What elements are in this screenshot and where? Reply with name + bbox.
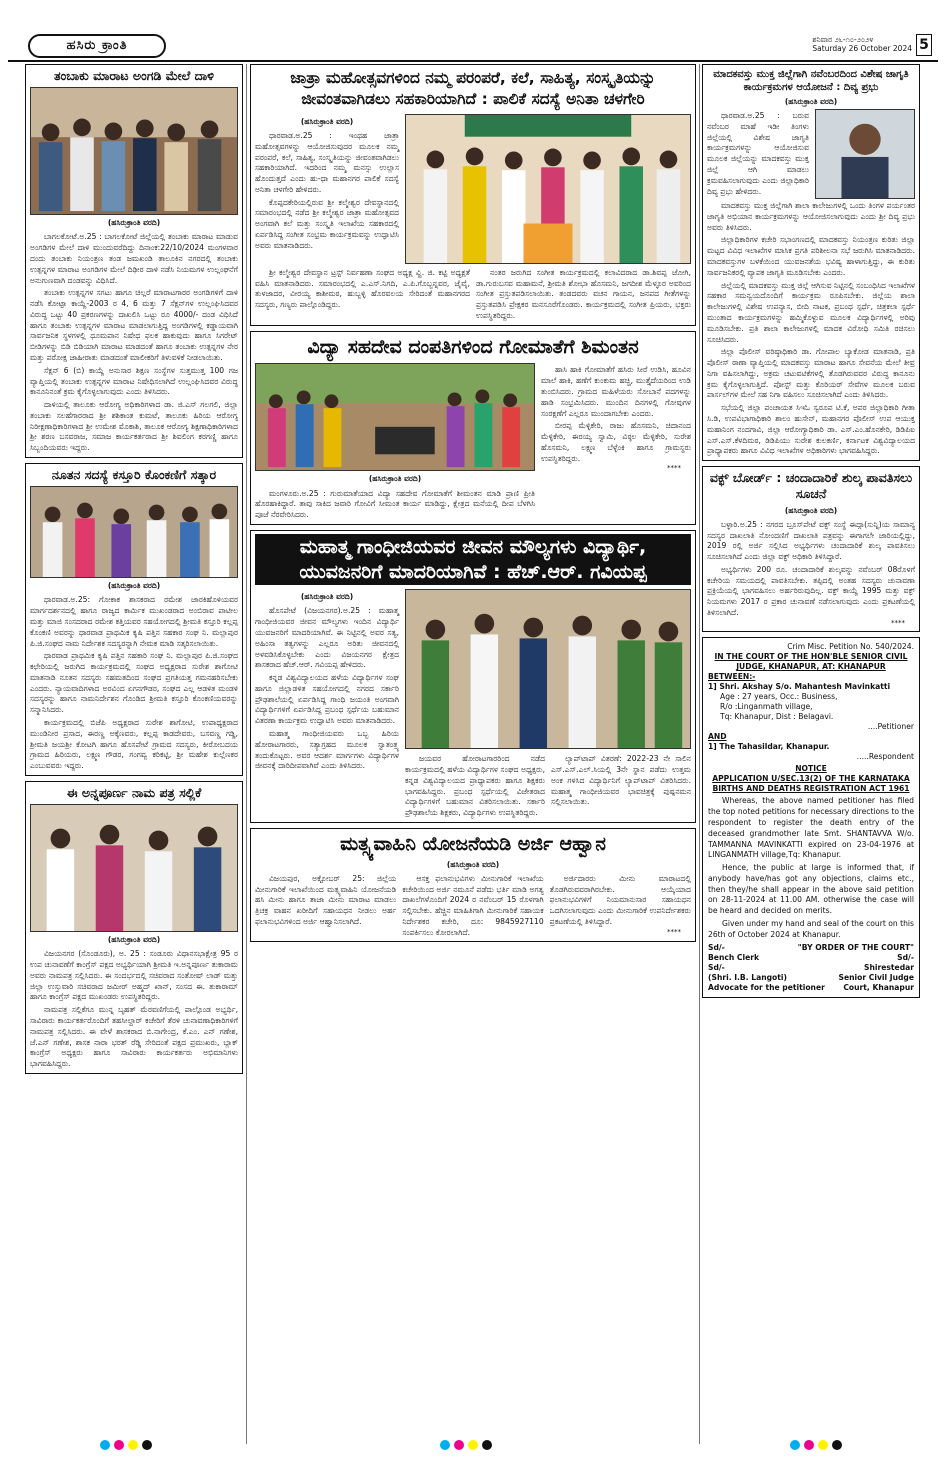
- right-column: [702, 64, 920, 998]
- respondent-name: 1] The Tahasildar, Khanapur.: [708, 742, 830, 752]
- issue-date: [812, 35, 912, 54]
- signature-mark: Sd/-: [897, 952, 914, 962]
- article-drug-free-district: [702, 64, 920, 461]
- cyan-dot: [790, 1440, 800, 1450]
- article-end-mark: ****: [891, 618, 905, 627]
- byline: (ಹಸಿರುಕ್ರಾಂತಿ ವರದಿ): [107, 581, 161, 591]
- article-paragraph: ಧಾರವಾಡ ಪ್ರಾಥಮಿಕ ಕೃಷಿ ಪತ್ತಿನ ಸಹಕಾರಿ ಸಂಘ ನಿ. ಮಲ್ಲಾಪುರ ಪಿ.ಜಿ.ಸಂಘದ ಕಛೇರಿಯಲ್ಲಿ ಜರುಗಿದ ಕಾರ್ಯಕ್ರಮದಲ್ಲಿ ಸಂಘದ ಅಧ್ಯಕ್ಷರಾದ ಸುರೇಶ ಶಾಗೋಟಿ ಮಾತನಾಡಿ ನೂತನ ಸದಸ್ಯರು ಸಹಮತದಿಂದ ಸಂಘದ ಪ್ರಗತಿಯತ್ತ ಗಮನಹರಿಸಬೇಕು ಎಂದರು. ನ್ಯಾಯವಾದಿಗಳಾದ ಅರವಿಂದ ಏಗನಗೌಡರ, ಸಂಘದ ಎಲ್ಲ ಆಡಳಿತ ಮಂಡಳಿ ಸದಸ್ಯರನ್ನು ಹಾಗೂ ನಾಮನಿರ್ದೇಶನ ಗೊಂಡಿದ ಶ್ರೀಮತಿ ಕಸ್ತೂರಿ ಕೊಂಕಣಿಯವರನ್ನು ಸನ್ಮಾನಿಸಿದರು.: [30, 651, 238, 715]
- yellow-dot: [468, 1440, 478, 1450]
- byline: (ಹಸಿರುಕ್ರಾಂತಿ ವರದಿ): [368, 474, 422, 484]
- article-paragraph: ಮಂಗಳೂರು.ಅ.25 : ಗುರುಮಾತೆಯಾದ ವಿದ್ಯಾ ಸಹದೇವ ಗೋಮಾತೆಗೆ ಶೀಮಂತನ ಮಾಡಿ ಪ್ರಾಣಿ ಪ್ರೀತಿ ಹೊರಹಾಕಿದ್ದಾರೆ. ತಾವು ಸಾಕಿದ ಜವಾರಿ ಗೋವಿಗೆ ಸೀಮಂತ ಕಾರ್ಯ ಮಾಡಿದ್ದು, ಕ್ಷೇತ್ರದ ಮನೆಯಲ್ಲಿ ದೀಪ ಬೆಳಗಿಸಿ ಪೂಜೆ ನೆರವೇರಿಸಿದರು.: [255, 488, 535, 520]
- article-kasturi-felicitation: [25, 463, 243, 776]
- headline: ಮಹಾತ್ಮ ಗಾಂಧೀಜಿಯವರ ಜೀವನ ಮೌಲ್ಯಗಳು ವಿದ್ಯಾರ್ಥಿ, ಯುವಜನರಿಗೆ ಮಾದರಿಯಾಗಿವೆ : ಹೆಚ್.ಆರ್. ಗವಿಯಪ್ಪ: [255, 534, 691, 585]
- court-title: IN THE COURT OF THE HON'BLE SENIOR CIVIL JUDGE, KHANAPUR, AT: KHANAPUR: [714, 652, 908, 672]
- headline: ಮತ್ಸ್ಯವಾಹಿನಿ ಯೋಜನೆಯಡಿ ಅರ್ಜಿ ಆಹ್ವಾನ: [340, 832, 606, 855]
- column-divider: [699, 64, 700, 1444]
- article-paragraph: ಆಸಕ್ತ ಫಲಾನುಭವಿಗಳು ಮೀನುಗಾರಿಕೆ ಇಲಾಖೆಯ ಕಚೇರಿಯಿಂದ ಅರ್ಜಿ ನಮೂನೆ ಪಡೆದು ಭರ್ತಿ ಮಾಡಿ ಅಗತ್ಯ ದಾಖಲೆಗಳೊಂದಿಗೆ 2024 ರ ನವೆಂಬರ್ 15 ರೊಳಗಾಗಿ ಸಲ್ಲಿಸಬೇಕು. ಹೆಚ್ಚಿನ ಮಾಹಿತಿಗಾಗಿ ಮೀನುಗಾರಿಕೆ ಸಹಾಯಕ ನಿರ್ದೇಶಕರ ಕಚೇರಿ, ದೂ: 9845927110 ಸಂಪರ್ಕಿಸಲು ಕೋರಲಾಗಿದೆ.: [402, 873, 544, 937]
- article-paragraph: ಮಹಾತ್ಮ ಗಾಂಧೀಜಿಯವರು ಒಬ್ಬ ಹಿರಿಯ ಹೋರಾಟಗಾರರು, ಸತ್ಯಾಗ್ರಹದ ಮೂಲಕ ಸ್ವಾತಂತ್ರ್ಯ ತಂದುಕೊಟ್ಟರು. ಅವರ ಆದರ್ಶ ಮಾರ್ಗಗಳು ವಿದ್ಯಾರ್ಥಿಗಳ ಜೀವನಕ್ಕೆ ದಾರಿದೀಪವಾಗಿವೆ ಎಂದು ತಿಳಿಸಿದರು.: [255, 729, 399, 771]
- notice-heading: NOTICE: [795, 764, 827, 774]
- court-notice: [702, 637, 920, 997]
- center-column: [250, 64, 696, 942]
- people-illustration: [31, 805, 237, 931]
- headline: ಮಾದಕವಸ್ತು ಮುಕ್ತ ಜಿಲ್ಲೆಗಾಗಿ ನವೆಂಬರದಿಂದ ವಿಶೇಷ ಜಾಗೃತಿ ಕಾರ್ಯಕ್ರಮಗಳ ಆಯೋಜನೆ : ದಿವ್ಯ ಪ್ರಭು: [713, 69, 909, 93]
- article-paragraph: ಧಾರವಾಡ.ಅ.25 : ಇಂಥಹ ಜಾತ್ರಾ ಮಹೋತ್ಸವಗಳನ್ನು ಆಯೋಜಿಸುವುದರ ಮೂಲಕ ನಮ್ಮ ಪರಂಪರೆ, ಕಲೆ, ಸಾಹಿತ್ಯ, ಸಂಸ್ಕೃತಿಯನ್ನು ಜೀವಂತವಾಗಿಡಲು ಸಹಕಾರಿಯಾಗಿದೆ. ಇದರಿಂದ ನಮ್ಮ ಮನಸ್ಸು ಉಲ್ಲಾಸ ಹೊಂದುತ್ತದೆ ಎಂದು ಹು-ಧಾ ಮಹಾನಗರ ಪಾಲಿಕೆ ಸದಸ್ಯೆ ಅನಿತಾ ಚಳಗೇರಿ ಹೇಳಿದರು.: [255, 130, 399, 194]
- court-location-label: Court, Khanapur: [843, 982, 914, 992]
- article-paragraph: ಹಾಸಿ ಹಾಕಿ ಗೋಮಾತೆಗೆ ಹಸಿರು ಸೀರೆ ಉಡಿಸಿ, ಹೂವಿನ ಮಾಲೆ ಹಾಕಿ, ಹಣೆಗೆ ಕುಂಕುಮ ಹಚ್ಚಿ, ಮುತ್ತೈದೆಯರಿಂದ ಉಡಿ ತುಂಬಿಸಿದರು. ಗ್ರಾಮದ ಮಹಿಳೆಯರು ಸೋಬಾನೆ ಪದಗಳನ್ನು ಹಾಡಿ ಸಂಭ್ರಮಿಸಿದರು. ಮುಂದಿನ ದಿನಗಳಲ್ಲಿ ಗೋವುಗಳ ಸಂರಕ್ಷಣೆಗೆ ಎಲ್ಲರೂ ಮುಂದಾಗಬೇಕು ಎಂದರು.: [541, 365, 691, 418]
- cyan-dot: [440, 1440, 450, 1450]
- article-gandhi-values: [250, 530, 696, 823]
- article-paragraph: ಅರ್ಜಿದಾರರು ಮೀನು ಮಾರಾಟದಲ್ಲಿ ತೊಡಗಿರುವವರಾಗಿರಬೇಕು. ಆಯ್ಕೆಯಾದ ಫಲಾನುಭವಿಗಳಿಗೆ ನಿಯಮಾನುಸಾರ ಸಹಾಯಧನ ಒದಗಿಸಲಾಗುವುದು ಎಂದು ಮೀನುಗಾರಿಕೆ ಉಪನಿರ್ದೇಶಕರು ಪ್ರಕಟಣೆಯಲ್ಲಿ ತಿಳಿಸಿದ್ದಾರೆ.: [549, 873, 691, 926]
- senior-judge-label: Senior Civil Judge: [838, 972, 914, 982]
- paper-name: ಹಸಿರು ಕ್ರಾಂತಿ: [28, 34, 166, 58]
- article-annapurna-nomination: [25, 781, 243, 1074]
- black-dot: [142, 1440, 152, 1450]
- petition-number: Crim Misc. Petition No. 540/2024.: [787, 642, 914, 652]
- petitioner-age: Age : 27 years, Occ.: Business,: [720, 692, 838, 702]
- article-paragraph: ಜಯವರ ಹೋರಾಟಗಾರರಿಂದ ನಡೆದ ಕಾರ್ಯಕ್ರಮದಲ್ಲಿ ಹಳೆಯ ವಿದ್ಯಾರ್ಥಿಗಳ ಸಂಘದ ಅಧ್ಯಕ್ಷರು, ಕನ್ನಡ ವಿಶ್ವವಿದ್ಯಾಲಯದ ಪ್ರಾಧ್ಯಾಪಕರು ಹಾಗೂ ಶಿಕ್ಷಕರು ಭಾಗವಹಿಸಿದ್ದರು. ಪ್ರಬಂಧ ಸ್ಪರ್ಧೆಯಲ್ಲಿ ವಿಜೇತರಾದ ವಿದ್ಯಾರ್ಥಿಗಳಿಗೆ ಬಹುಮಾನ ವಿತರಿಸಲಾಯಿತು. ಸರ್ಕಾರಿ ಪ್ರೌಢಶಾಲೆಯ ಶಿಕ್ಷಕರು, ವಿದ್ಯಾರ್ಥಿಗಳು ಉಪಸ್ಥಿತರಿದ್ದರು.: [405, 754, 545, 818]
- article-paragraph: ನಾಮಪತ್ರ ಸಲ್ಲಿಕೆಗೂ ಮುನ್ನ ಬೃಹತ್ ಮೆರವಣಿಗೆಯಲ್ಲಿ ಪಾಲ್ಗೊಂಡ ಅಭ್ಯರ್ಥಿ, ಸಾವಿರಾರು ಕಾರ್ಯಕರ್ತರೊಂದಿಗೆ ತಹಸೀಲ್ದಾರ್ ಕಚೇರಿಗೆ ತೆರಳಿ ಚುನಾವಣಾಧಿಕಾರಿಗಳಿಗೆ ನಾಮಪತ್ರ ಸಲ್ಲಿಸಿದರು. ಈ ವೇಳೆ ಶಾಸಕರಾದ ಬಿ.ನಾಗೇಂದ್ರ, ಕೆ.ಎಂ. ಎನ್ ಗಣೇಶ, ಜೆ.ಎನ್ ಗಣೇಶ, ಶಾಸಕ ನಾರಾ ಭರತ್ ರೆಡ್ಡಿ ಸೇರಿದಂತೆ ಪಕ್ಷದ ಪ್ರಮುಖರು, ಬ್ಲಾಕ್ ಕಾಂಗ್ರೆಸ್ ಅಧ್ಯಕ್ಷರು ಹಾಗೂ ಸಾವಿರಾರು ಕಾರ್ಯಕರ್ತರು ಅಭಿಮಾನಿಗಳು ಭಾಗವಹಿಸಿದ್ದರು.: [30, 1005, 238, 1069]
- photo-nomination: [30, 804, 238, 932]
- article-paragraph: ಜಿಲ್ಲೆಯಲ್ಲಿ ಮಾದಕವಸ್ತು ಮುಕ್ತ ಜಿಲ್ಲೆ ಆಗಿಸುವ ನಿಟ್ಟಿನಲ್ಲಿ ಸಂಬಂಧಿಸಿದ ಇಲಾಖೆಗಳ ಸಹಕಾರ ಸಮನ್ವಯದೊಂದಿಗೆ ಕಾರ್ಯಕ್ರಮ ರೂಪಿಸಬೇಕು. ಜಿಲ್ಲೆಯ ಶಾಲಾ ಕಾಲೇಜುಗಳಲ್ಲಿ ವಿಶೇಷ ಉಪನ್ಯಾಸ, ಬೀದಿ ನಾಟಕ, ಪ್ರಬಂಧ ಸ್ಪರ್ಧೆ, ಚಿತ್ರಕಲಾ ಸ್ಪರ್ಧೆ ಮುಂತಾದ ಕಾರ್ಯಕ್ರಮಗಳನ್ನು ಹಮ್ಮಿಕೊಳ್ಳುವ ಮೂಲಕ ವಿದ್ಯಾರ್ಥಿಗಳಲ್ಲಿ ಅರಿವು ಮೂಡಿಸಬೇಕು. ಪ್ರತಿ ಶಾಲಾ ಕಾಲೇಜುಗಳಲ್ಲಿ ಮಾದಕ ವಿರೋಧಿ ಸಮಿತಿ ರಚಿಸಲು ಸೂಚಿಸಿದರು.: [707, 280, 915, 344]
- article-paragraph: ಬಳ್ಳಾರಿ.ಅ.25 : ನಗರದ ಬ್ರೂಸ್‌ಪೇಟೆ ವಕ್ಫ್ ಸಂಸ್ಥೆ ಈದ್ಗಾ(ಸುನ್ನಿ)ಯ ಸಾಮಾನ್ಯ ಸದಸ್ಯರ ದಾಖಲಾತಿ ನೋಂದಣಿಗೆ ದಾಖಲಾತಿ ಪತ್ರವನ್ನು ಈಗಾಗಲೇ ಜಾರಿಯಲ್ಲಿದ್ದು, 2019 ರಲ್ಲಿ ಅರ್ಜಿ ಸಲ್ಲಿಸಿದ ಅಭ್ಯರ್ಥಿಗಳು ಚಂದಾದಾರಿಕೆ ಶುಲ್ಕ ಪಾವತಿಸಲು ಸೂಚಿಸಲಾಗಿದೆ ಎಂದು ಜಿಲ್ಲಾ ವಕ್ಫ್ ಅಧಿಕಾರಿ ತಿಳಿಸಿದ್ದಾರೆ.: [707, 519, 915, 562]
- column-divider: [246, 64, 247, 1444]
- application-title: APPLICATION U/SEC.13(2) OF THE KARNATAKA BIRTHS AND DEATHS REGISTRATION ACT 1961: [712, 774, 910, 794]
- headline: ವಿದ್ಯಾ ಸಹದೇವ ದಂಪತಿಗಳಿಂದ ಗೋಮಾತೆಗೆ ಶಿಮಂತನ: [307, 335, 639, 358]
- stage-illustration: [406, 115, 690, 263]
- portrait-illustration: [816, 110, 914, 198]
- ceremony-illustration: [256, 364, 534, 470]
- yellow-dot: [818, 1440, 828, 1450]
- article-tobacco-raid: [25, 64, 243, 458]
- masthead: [8, 32, 938, 62]
- article-matsyavahini: [250, 828, 696, 943]
- article-cow-ceremony: [250, 331, 696, 525]
- article-paragraph: ಲ್ಯಾಪ್‌ಟಾಪ್ ವಿತರಣೆ: 2022-23 ನೇ ಸಾಲಿನ ಎಸ್.ಎಸ್.ಎಲ್.ಸಿಯಲ್ಲಿ 3ನೇ ಸ್ಥಾನ ಪಡೆದು ಉತ್ತಮ ಅಂಕ ಗಳಿಸಿದ ವಿದ್ಯಾರ್ಥಿನಿಗೆ ಲ್ಯಾಪ್‌ಟಾಪ್ ವಿತರಿಸಿದರು. ಮಹಾತ್ಮ ಗಾಂಧೀಜಿಯವರ ಭಾವಚಿತ್ರಕ್ಕೆ ಪುಷ್ಪನಮನ ಸಲ್ಲಿಸಲಾಯಿತು.: [551, 754, 691, 807]
- article-paragraph: ಧಾರವಾಡ.ಅ.25 : ಬರುವ ನವೆಂಬರ ಮಾಹೆ ಇಡೀ ತಿಂಗಳು ಜಿಲ್ಲೆಯಲ್ಲಿ ವಿಶೇಷ ಜಾಗೃತಿ ಕಾರ್ಯಕ್ರಮಗಳನ್ನು ಆಯೋಜಿಸುವ ಮೂಲಕ ಜಿಲ್ಲೆಯನ್ನು ಮಾದಕವಸ್ತು ಮುಕ್ತ ಜಿಲ್ಲೆ ಆಗಿ ಮಾಡಲು ಕ್ರಮವಹಿಸಲಾಗುವುದು ಎಂದು ಜಿಲ್ಲಾಧಿಕಾರಿ ದಿವ್ಯ ಪ್ರಭು ಹೇಳಿದರು.: [707, 111, 809, 196]
- article-paragraph: ಮಾದಕವಸ್ತು ಮುಕ್ತ ಜಿಲ್ಲೆಗಾಗಿ ಶಾಲಾ ಕಾಲೇಜುಗಳಲ್ಲಿ ಒಂದು ತಿಂಗಳ ಪರ್ಯಂತರ ಜಾಗೃತಿ ಅಭಿಯಾನ ಕಾರ್ಯಕ್ರಮಗಳನ್ನು ಆಯೋಜಿಸಲಾಗುವುದು ಎಂದು ಶ್ರೀ ದಿವ್ಯ ಪ್ರಭು ಅವರು ತಿಳಿಸಿದರು.: [707, 201, 915, 232]
- photo-felicitation: [30, 486, 238, 578]
- article-paragraph: ತಂಬಾಕು ಉತ್ಪನ್ನಗಳ ಸಗಟು ಹಾಗೂ ಚಿಲ್ಲರೆ ಮಾರಾಟಗಾರರ ಅಂಗಡಿಗಳಿಗೆ ದಾಳಿ ನಡೆಸಿ ಕೋಟ್ಪಾ ಕಾಯ್ದೆ-2003 ರ 4, 6 ಮತ್ತು 7 ಸೆಕ್ಷನ್‌ಗಳ ಉಲ್ಲಂಘಿಸಿದವರ ವಿರುದ್ಧ ಒಟ್ಟು 40 ಪ್ರಕರಣಗಳನ್ನು ದಾಖಲಿಸಿ ಒಟ್ಟು ರೂ 4000/- ದಂಡ ವಿಧಿಸಿದೆ ಹಾಗೂ ತಂಬಾಕು ಉತ್ಪನ್ನಗಳ ಮಾರಾಟ ಮಾಡಲಾಗುತ್ತಿದ್ದ ಅಂಗಡಿಗಳಲ್ಲಿ ಕಡ್ಡಾಯವಾಗಿ ಸಾರ್ವಜನಿಕ ಸ್ಥಳಗಳಲ್ಲಿ ಧೂಮಪಾನ ನಿಷೇಧ ಫಲಕ ಹಾಕುವುದು ಹಾಗೂ ಸಿಗರೇಟ್ ಬೀಡಿಗಳನ್ನು ಬಿಡಿ ಬಿಡಿಯಾಗಿ ಮಾರಾಟ ಮಾಡದಂತೆ ಹಾಗೂ ತಂಬಾಕು ಉತ್ಪನ್ನಗಳ ನೇರ ಮತ್ತು ಪರೋಕ್ಷ ಜಾಹೀರಾತು ಮಾಡದಂತೆ ಮಾಲೀಕರಿಗೆ ತಿಳುವಳಿಕೆ ನೀಡಲಾಯಿತು.: [30, 288, 238, 362]
- photo-cow-ceremony: [255, 363, 535, 471]
- photo-jatra-stage: [405, 114, 691, 264]
- shirestedar-label: Shirestedar: [864, 962, 914, 972]
- article-paragraph: ಹೊಸಪೇಟೆ (ವಿಜಯನಗರ).ಅ.25 : ಮಹಾತ್ಮ ಗಾಂಧೀಜಿಯವರ ಜೀವನ ಮೌಲ್ಯಗಳು ಇಂದಿನ ವಿದ್ಯಾರ್ಥಿ ಯುವಜನರಿಗೆ ಮಾದರಿಯಾಗಿವೆ. ಈ ನಿಟ್ಟಿನಲ್ಲಿ ಅವರ ಸತ್ಯ, ಅಹಿಂಸಾ ತತ್ವಗಳನ್ನು ಎಲ್ಲರೂ ಅರಿತು ಜೀವನದಲ್ಲಿ ಅಳವಡಿಸಿಕೊಳ್ಳಬೇಕು ಎಂದು ವಿಜಯನಗರ ಕ್ಷೇತ್ರದ ಶಾಸಕರಾದ ಹೆಚ್.ಆರ್. ಗವಿಯಪ್ಪ ಹೇಳಿದರು.: [255, 606, 399, 670]
- article-paragraph: ಅಭ್ಯರ್ಥಿಗಳು 200 ರೂ. ಚಂದಾದಾರಿಕೆ ಶುಲ್ಕವನ್ನು ನವೆಂಬರ್ 08ರೊಳಗೆ ಕಚೇರಿಯ ಸಮಯದಲ್ಲಿ ಪಾವತಿಸಬೇಕು. ತಪ್ಪಿದಲ್ಲಿ ಅಂತಹ ಸದಸ್ಯರು ಚುನಾವಣಾ ಪ್ರಕ್ರಿಯೆಯಲ್ಲಿ ಭಾಗವಹಿಸಲು ಅರ್ಹರಿರುವುದಿಲ್ಲ. ವಕ್ಫ್ ಕಾಯ್ದೆ 1995 ಮತ್ತು ವಕ್ಫ್ ನಿಯಮಗಳು 2017 ರ ಪ್ರಕಾರ ಚುನಾವಣೆ ನಡೆಸಲಾಗುವುದು ಎಂದು ಪ್ರಕಟಣೆಯಲ್ಲಿ ತಿಳಿಸಲಾಗಿದೆ.: [707, 564, 915, 617]
- registration-marks: [790, 1440, 842, 1450]
- petitioner-residence: R/o :Linganmath village,: [720, 702, 813, 712]
- notice-body: Hence, the public at large is informed that, if anybody have/has got any objections, claims etc., then they/he shall appear in the above said petition on 28-11-2024 at 11.00 AM. otherwise the case will be heard and decided on merits.: [708, 863, 914, 916]
- article-paragraph: ಜಿಲ್ಲಾ ಪೊಲೀಸ್ ವರಿಷ್ಠಾಧಿಕಾರಿ ಡಾ. ಗೋಪಾಲ ಬ್ಯಾಕೋಡ ಮಾತನಾಡಿ, ಪ್ರತಿ ಪೊಲೀಸ್ ಠಾಣಾ ವ್ಯಾಪ್ತಿಯಲ್ಲಿ ಮಾದಕವಸ್ತು ಮಾರಾಟ ಹಾಗೂ ಸೇವನೆಯ ಮೇಲೆ ತೀವ್ರ ನಿಗಾ ವಹಿಸಲಾಗಿದ್ದು, ಅಕ್ರಮ ಚಟುವಟಿಕೆಗಳಲ್ಲಿ ತೊಡಗಿರುವವರ ವಿರುದ್ಧ ಕಾನೂನು ಕ್ರಮ ಕೈಗೊಳ್ಳಲಾಗುತ್ತಿದೆ. ಪೋಸ್ಟ್ ಮತ್ತು ಕೊರಿಯರ್ ಸೇವೆಗಳ ಮೂಲಕ ಬರುವ ಪಾರ್ಸಲ್‌ಗಳ ಮೇಲೆ ಸಹ ನಿಗಾ ವಹಿಸಲು ಸೂಚಿಸಲಾಗಿದೆ ಎಂದು ತಿಳಿಸಿದರು.: [707, 347, 915, 400]
- black-dot: [482, 1440, 492, 1450]
- byline: (ಹಸಿರುಕ್ರಾಂತಿ ವರದಿ): [107, 218, 161, 228]
- article-jatra-festival: [250, 64, 696, 326]
- between-label: BETWEEN:-: [708, 672, 756, 682]
- headline: ನೂತನ ಸದಸ್ಯೆ ಕಸ್ತೂರಿ ಕೊಂಕಣಿಗೆ ಸತ್ಕಾರ: [51, 467, 217, 482]
- signature-mark: Sd/-: [708, 962, 725, 972]
- black-dot: [832, 1440, 842, 1450]
- and-label: AND: [708, 732, 727, 742]
- article-end-mark: ****: [667, 464, 681, 473]
- issue-date-kannada: ಶನಿವಾರ ೨೬-೧೦-೨೦೨೪: [812, 35, 874, 44]
- signature-mark: Sd/-: [708, 942, 725, 952]
- byline: (ಹಸಿರುಕ್ರಾಂತಿ ವರದಿ): [784, 97, 838, 106]
- photo-officials-group: [30, 87, 238, 215]
- article-paragraph: ಸಭೆಯಲ್ಲಿ ಜಿಲ್ಲಾ ಪಂಚಾಯತ ಸಿಇಓ ಸ್ವರೂಪ ಟಿ.ಕೆ, ಅಪರ ಜಿಲ್ಲಾಧಿಕಾರಿ ಗೀತಾ ಸಿ.ಡಿ, ಉಪವಿಭಾಗಾಧಿಕಾರಿ ಶಾಲಂ ಹುಸೇನ್, ಮಹಾನಗರ ಪೊಲೀಸ್ ಉಪ ಆಯುಕ್ತ ಮಹಾನಿಂಗ ನಂದಗಾವಿ, ಜಿಲ್ಲಾ ಆರೋಗ್ಯಾಧಿಕಾರಿ ಡಾ. ಎಸ್.ಎಂ.ಹೊನಕೇರಿ, ಡಿಡಿಪಿಐ ಎಸ್.ಎಸ್.ಕೆಳದಿಮಠ, ಡಿಡಿಪಿಯು ಸುರೇಶ ಕುಲಕರ್ಣಿ, ಕರ್ನಾಟಕ ವಿಶ್ವವಿದ್ಯಾಲಯದ ಪ್ರಾಧ್ಯಾಪಕರು ಹಾಗೂ ವಿವಿಧ ಇಲಾಖೆಗಳ ಅಧಿಕಾರಿಗಳು ಭಾಗವಹಿಸಿದ್ದರು.: [707, 403, 915, 456]
- masthead-rule: [8, 60, 938, 62]
- cyan-dot: [100, 1440, 110, 1450]
- headline: ವಕ್ಫ್ ಬೋರ್ಡ್ : ಚಂದಾದಾರಿಕೆ ಶುಲ್ಕ ಪಾವತಿಸಲು ಸೂಚನೆ: [709, 470, 913, 502]
- magenta-dot: [454, 1440, 464, 1450]
- headline: ಈ ಅನ್ನಪೂರ್ಣ ನಾಮ ಪತ್ರ ಸಲ್ಲಿಕೆ: [66, 784, 202, 800]
- photo-deputy-commissioner: [815, 109, 915, 199]
- byline: (ಹಸಿರುಕ್ರಾಂತಿ ವರದಿ): [300, 592, 354, 602]
- article-paragraph: ವಿಜಯನಗರ (ಸೊಂಡೂರು), ಅ. 25 : ಸಂಡೂರು ವಿಧಾನಸಭಾಕ್ಷೇತ್ರ 95 ರ ಉಪ ಚುನಾವಣೆಗೆ ಕಾಂಗ್ರೆಸ್ ಪಕ್ಷದ ಅಭ್ಯರ್ಥಿಯಾಗಿ ಶ್ರೀಮತಿ ಇ.ಅನ್ನಪೂರ್ಣ ತುಕಾರಾಮ ಅವರು ನಾಮಪತ್ರ ಸಲ್ಲಿಸಿದರು. ಈ ಸಂದರ್ಭದಲ್ಲಿ ಸಚಿವರಾದ ಸಂತೋಷ್ ಲಾಡ್ ಮತ್ತು ಜಿಲ್ಲಾ ಉಸ್ತುವಾರಿ ಸಚಿವರಾದ ಜಮೀರ್ ಅಹ್ಮದ್ ಖಾನ್, ಸಂಸದ ಈ. ತುಕಾರಾಮ್ ಹಾಗೂ ಕಾಂಗ್ರೆಸ್ ಪಕ್ಷದ ಮುಖಂಡರು ಉಪಸ್ಥಿತರಿದ್ದರು.: [30, 949, 238, 1002]
- article-paragraph: ಕನ್ನಡ ವಿಶ್ವವಿದ್ಯಾಲಯದ ಹಳೆಯ ವಿದ್ಯಾರ್ಥಿಗಳ ಸಂಘ ಹಾಗೂ ಜಿಲ್ಲಾಡಳಿತ ಸಹಯೋಗದಲ್ಲಿ ನಗರದ ಸರ್ಕಾರಿ ಪ್ರೌಢಶಾಲೆಯಲ್ಲಿ ಏರ್ಪಡಿಸಿದ್ದ ಗಾಂಧಿ ಜಯಂತಿ ಅಂಗವಾಗಿ ವಿದ್ಯಾರ್ಥಿಗಳಿಗೆ ಏರ್ಪಡಿಸಿದ್ದ ಪ್ರಬಂಧ ಸ್ಪರ್ಧೆಯ ಬಹುಮಾನ ವಿತರಣಾ ಕಾರ್ಯಕ್ರಮ ಉದ್ಘಾಟಿಸಿ ಅವರು ಮಾತನಾಡಿದರು.: [255, 673, 399, 726]
- headline: ತಂಬಾಕು ಮಾರಾಟ ಅಂಗಡಿ ಮೇಲೆ ದಾಳಿ: [54, 68, 214, 83]
- people-illustration: [31, 88, 237, 214]
- magenta-dot: [114, 1440, 124, 1450]
- respondent-label: .....Respondent: [856, 752, 914, 762]
- article-paragraph: ಜಿಲ್ಲಾಧಿಕಾರಿಗಳ ಕಚೇರಿ ಸಭಾಂಗಣದಲ್ಲಿ ಮಾದಕವಸ್ತು ನಿಯಂತ್ರಣ ಕುರಿತು ಜಿಲ್ಲಾ ಮಟ್ಟದ ವಿವಿಧ ಇಲಾಖೆಗಳ ಮಾಸಿಕ ಪ್ರಗತಿ ಪರಿಶೀಲನಾ ಸಭೆ ಜರುಗಿಸಿ ಮಾತನಾಡಿದರು. ಮಾದಕವಸ್ತುಗಳ ಬಳಕೆಯಿಂದ ಯುವಜನತೆಯ ಭವಿಷ್ಯ ಹಾಳಾಗುತ್ತಿದ್ದು, ಈ ಕುರಿತು ಸಾರ್ವಜನಿಕರಲ್ಲಿ ವ್ಯಾಪಕ ಜಾಗೃತಿ ಮೂಡಿಸಬೇಕು ಎಂದರು.: [707, 235, 915, 277]
- article-end-mark: ****: [666, 927, 681, 936]
- byline: (ಹಸಿರುಕ್ರಾಂತಿ ವರದಿ): [784, 505, 838, 515]
- byline: (ಹಸಿರುಕ್ರಾಂತಿ ವರದಿ): [107, 935, 161, 945]
- article-paragraph: ಬಾಗಲಕೋಟೆ.ಅ.25 : ಬಾಗಲಕೋಟೆ ಜಿಲ್ಲೆಯಲ್ಲಿ ತಂಬಾಕು ಮಾರಾಟ ಮಾಡುವ ಅಂಗಡಿಗಳ ಮೇಲೆ ದಾಳಿ ಮುಂದುವರೆದಿದ್ದು ದಿನಾಂಕ:22/10/2024 ಮಂಗಳವಾರ ದಂದು ತಂಬಾಕು ನಿಯಂತ್ರಣ ತಂಡ ಜಮಖಂಡಿ ತಾಲೂಕಿನ ನಗರದಲ್ಲಿ ತಂಬಾಕು ಉತ್ಪನ್ನಗಳ ಮಾರಾಟ ಅಂಗಡಿಗಳ ಮೇಲೆ ದಿಢೀರ ದಾಳಿ ನಡೆಸಿ ನಿಯಮಗಳ ಉಲ್ಲಂಘನೆಗೆ ಅನುಗುಣವಾಗಿ ದಂಡವನ್ನು ವಿಧಿಸಿದೆ.: [30, 232, 238, 285]
- petitioner-name: 1] Shri. Akshay S/o. Mahantesh Mavinkatti: [708, 682, 891, 692]
- article-paragraph: ದಾಳಿಯಲ್ಲಿ ತಾಲೂಕು ಆರೋಗ್ಯ ಅಧಿಕಾರಿಗಳಾದ ಡಾ. ಜಿ.ಎಸ್ ಗಲಗಲಿ, ಜಿಲ್ಲಾ ತಂಬಾಕು ಸಲಹೆಗಾರರಾದ ಶ್ರೀ ಶಶಿಕಾಂತ ಕುಮಟೆ, ತಾಲೂಕು ಹಿರಿಯ ಆರೋಗ್ಯ ನಿರೀಕ್ಷಣಾಧಿಕಾರಿಗಳಾದ ಶ್ರೀ ಉಮೇಶ ಮೊಕಾಶಿ, ತಾಲೂಕ ಆರೋಗ್ಯ ಶಿಕ್ಷಣಾಧಿಕಾರಿಗಳಾದ ಶ್ರೀ ಶರಣ ಬಸವರಾಜ, ಸಮಾಜ ಕಾರ್ಯಕರ್ತರಾದ ಶ್ರೀ ಶಿವಲಿಂಗ ಕರಗಣ್ಣಿ ಹಾಗೂ ಸಿಬ್ಬಂದಿಯವರು ಇದ್ದರು.: [30, 400, 238, 453]
- article-paragraph: ಸೆಕ್ಷನ್ 6 (ಬಿ) ಕಾಯ್ದೆ ಅನುಸಾರ ಶಿಕ್ಷಣ ಸಂಸ್ಥೆಗಳ ಸುತ್ತಮುತ್ತ 100 ಗಜ ವ್ಯಾಪ್ತಿಯಲ್ಲಿ ತಂಬಾಕು ಉತ್ಪನ್ನಗಳ ಮಾರಾಟ ನಿಷೇಧಿಸಲಾಗಿದೆ ಉಲ್ಲಂಘಿಸಿದವರ ವಿರುದ್ಧ ಕಾನೂನಿನಂತೆ ಕ್ರಮ ಕೈಗೊಳ್ಳಲಾಗುವುದು ಎಂದು ತಿಳಿಸಿದರು.: [30, 365, 238, 397]
- students-illustration: [406, 590, 690, 748]
- article-paragraph: ಕಾರ್ಯಕ್ರಮದಲ್ಲಿ ಬಿಜೆಪಿ ಅಧ್ಯಕ್ಷರಾದ ಸುರೇಶ ಶಾಗೋಟಿ, ಉಪಾಧ್ಯಕ್ಷರಾದ ಮುಂಡಿನೀರ ಪ್ರಸಾದ, ಈರಣ್ಣ ಅಕ್ಕೆಣವರು, ಕಲ್ಲಪ್ಪ ಕಾಡದೇವರು, ಬಸವಣ್ಣ ಗಡ್ಡಿ, ಶ್ರೀಮತಿ ಜಯಶ್ರೀ ಕೋಟಗಿ ಹಾಗೂ ಹೊಸಪೇಟೆ ಗ್ರಾಮದ ಸದಸ್ಯರು, ಕೀರೋಬದಯ ಗ್ರಾಮದ ಹಿರಿಯರು, ಲಕ್ಷ್ಮಣ ಗೌಡರ, ಗಂಗವ್ವ ಕರಿಕಟ್ಟಿ, ಶ್ರೀ ಮಹೇಶ ಕುಲ್ಲೆಣಕರ ಎಂಬುವವರು ಇದ್ದರು.: [30, 717, 238, 771]
- headline: ಜಾತ್ರಾ ಮಹೋತ್ಸವಗಳಿಂದ ನಮ್ಮ ಪರಂಪರೆ, ಕಲೆ, ಸಾಹಿತ್ಯ, ಸಂಸ್ಕೃತಿಯನ್ನು ಜೀವಂತವಾಗಿಡಲು ಸಹಕಾರಿಯಾಗಿದೆ : ಪಾಲಿಕೆ ಸದಸ್ಯೆ ಅನಿತಾ ಚಳಗೇರಿ: [290, 69, 656, 108]
- article-paragraph: ಶ್ರೀ ಕಲ್ಮೇಶ್ವರ ದೇವಸ್ಥಾನ ಟ್ರಸ್ಟ್ ನಿರ್ವಹಣಾ ಸಂಘದ ಅಧ್ಯಕ್ಷ ವ್ಹಿ. ಜಿ. ಕಟ್ಟಿ ಅಧ್ಯಕ್ಷತೆ ವಹಿಸಿ ಮಾತನಾಡಿದರು. ಸಮಾರಂಭದಲ್ಲಿ ಎ.ಎಸ್.ನಿಗದಿ, ಎ.ಪಿ.ಗೊಬ್ಬನ್ನವರ, ಜೈವೈ, ತುಳಜಾದರ, ವೀರಯ್ಯ ಕಾಶೀಮಠ, ಹುಬ್ಬಳ್ಳಿ ಹೊರವಲಯ ಸೇರಿದಂತೆ ಮಹಾನಗರದ ಸದಸ್ಯರು, ಗಣ್ಯರು ಪಾಲ್ಗೊಂಡಿದ್ದರು.: [255, 267, 470, 310]
- notice-body: Given under my hand and seal of the court on this 26th of October 2024 at Khanapur.: [708, 919, 914, 939]
- photo-prize-distribution: [405, 589, 691, 749]
- court-order-label: "BY ORDER OF THE COURT": [797, 942, 914, 952]
- registration-marks: [440, 1440, 492, 1450]
- people-illustration: [31, 487, 237, 577]
- issue-date-english: Saturday 26 October 2024: [812, 44, 912, 54]
- petitioner-taluk: Tq: Khanapur, Dist : Belagavi.: [720, 712, 834, 722]
- registration-marks: [100, 1440, 152, 1450]
- yellow-dot: [128, 1440, 138, 1450]
- byline: (ಹಸಿರುಕ್ರಾಂತಿ ವರದಿ): [446, 859, 500, 869]
- advocate-name: (Shri. I.B. Langoti): [708, 972, 787, 982]
- notice-body: Whereas, the above named petitioner has filed the top noted petitions for necessary directions to the respondent to register the death entry of the deceased grandmother late Smt. SHANTAVVA W/o. TAMMANNA MAVINKATTI expired on 23-04-1976 at LINGANMATH village,Tq: Khanapur.: [708, 796, 914, 860]
- advocate-label: Advocate for the petitioner: [708, 982, 825, 992]
- article-paragraph: ವಿಜಯಪುರ, ಅಕ್ಟೋಬರ್ 25: ಜಿಲ್ಲೆಯ ಮೀನುಗಾರಿಕೆ ಇಲಾಖೆಯಿಂದ ಮತ್ಸ್ಯವಾಹಿನಿ ಯೋಜನೆಯಡಿ ಹಸಿ ಮೀನು ಹಾಗೂ ತಾಜಾ ಮೀನು ಮಾರಾಟ ಮಾಡಲು ತ್ರಿಚಕ್ರ ವಾಹನ ಖರೀದಿಗೆ ಸಹಾಯಧನ ನೀಡಲು ಅರ್ಹ ಫಲಾನುಭವಿಗಳಿಂದ ಅರ್ಜಿ ಆಹ್ವಾನಿಸಲಾಗಿದೆ.: [255, 873, 397, 926]
- left-column: [25, 64, 243, 1074]
- page-number: 5: [916, 34, 932, 56]
- article-paragraph: ಕೊಪ್ಪದಕೇರಿಯಲ್ಲಿರುವ ಶ್ರೀ ಕಲ್ಮೇಶ್ವರ ದೇವಸ್ಥಾನದಲ್ಲಿ ಸಮಾರಂಭದಲ್ಲಿ ನಡೆದ ಶ್ರೀ ಕಲ್ಮೇಶ್ವರ ಜಾತ್ರಾ ಮಹೋತ್ಸವದ ಅಂಗವಾಗಿ ಕಲೆ ಮತ್ತು ಸಂಸ್ಕೃತಿ ಇಲಾಖೆಯ ಸಹಕಾರದಲ್ಲಿ ಏರ್ಪಡಿಸಿದ್ದ ಸಂಗೀತ ಸಂಭ್ರಮ ಕಾರ್ಯಕ್ರಮವನ್ನು ಉದ್ಘಾಟಿಸಿ ಅವರು ಮಾತನಾಡಿದರು.: [255, 197, 399, 250]
- byline: (ಹಸಿರುಕ್ರಾಂತಿ ವರದಿ): [300, 116, 354, 126]
- article-paragraph: ಬೀರಪ್ಪ ಮೆಳ್ಳಿಕೇರಿ, ರಾಜು ಹೊಸಮನಿ, ಚಿದಾನಂದ ಮೆಳ್ಳಿಕೇರಿ, ಈರಯ್ಯ ಸ್ವಾಮಿ, ವಿಠ್ಠಲ ಮೆಳ್ಳಿಕೇರಿ, ಸುರೇಶ ಹೊಸಮನಿ, ಲಕ್ಷ್ಮಣ ಬೆಳ್ಳೆಂಕಿ ಹಾಗೂ ಗ್ರಾಮಸ್ಥರು ಉಪಸ್ಥಿತರಿದ್ದರು.: [541, 421, 691, 463]
- magenta-dot: [804, 1440, 814, 1450]
- bench-clerk-label: Bench Clerk: [708, 952, 760, 962]
- petitioner-label: ....Petitioner: [867, 722, 914, 732]
- article-paragraph: ನಂತರ ಜರುಗಿದ ಸಂಗೀತ ಕಾರ್ಯಕ್ರಮದಲ್ಲಿ ಕಲಾವಿದರಾದ ಡಾ.ಶಿವಪ್ಪ ಜೋಗಿ, ಡಾ.ಗುರುಬಸವ ಮಹಾಮನೆ, ಶ್ರೀಮತಿ ಶೋಭಾ ಹೊಸಮನಿ, ಜಗದೀಶ ಮೆಳ್ಳೂರ ಅವರಿಂದ ಸಂಗೀತ ಪ್ರಸ್ತುತಪಡಿಸಲಾಯಿತು. ತಂಡದವರು ವಚನ ಗಾಯನ, ಜನಪದ ಗೀತೆಗಳನ್ನು ಪ್ರಸ್ತುತಪಡಿಸಿ ಪ್ರೇಕ್ಷಕರ ಮನಸೂರೆಗೊಂಡರು. ಕಾರ್ಯಕ್ರಮದಲ್ಲಿ ಸಂಗೀತ ಪ್ರಿಯರು, ಭಕ್ತರು ಉಪಸ್ಥಿತರಿದ್ದರು.: [476, 267, 691, 320]
- article-waqf-board: [702, 466, 920, 632]
- article-paragraph: ಧಾರವಾಡ.ಅ.25: ಗೋಕಾಕ ಶಾಸಕರಾದ ರಮೇಶ ಜಾರಕಿಹೊಳಿಯವರ ಮಾರ್ಗದರ್ಶನದಲ್ಲಿ ಹಾಗೂ ರಾಜ್ಯದ ಕಾರ್ಮಿಕ ಮುಖಂಡರಾದ ಅಂಬಿರಾವ ಪಾಟೀಲ ಮತ್ತು ಮಾಜಿ ಸಂಸದರಾದ ರಮೇಶ ಕತ್ತಿಯವರ ಸಹಯೋಗದಲ್ಲಿ ಶ್ರೀಮತಿ ಕಸ್ತೂರಿ ಕಲ್ಲಪ್ಪ ಕೊಂಕಣಿ ಅವರನ್ನು ಧಾರವಾಡ ಪ್ರಾಥಮಿಕ ಕೃಷಿ ಪತ್ತಿನ ಸಹಕಾರ ಸಂಘ ನಿ. ಮಲ್ಲಾಪುರ ಪಿ.ಜಿ.ಸಂಘದ ನಾಮ ನಿರ್ದೇಶಕ ಸದಸ್ಯರನ್ನಾಗಿ ನೇಮಕ ಮಾಡಿ ಸತ್ಕರಿಸಲಾಯಿತು.: [30, 595, 238, 648]
